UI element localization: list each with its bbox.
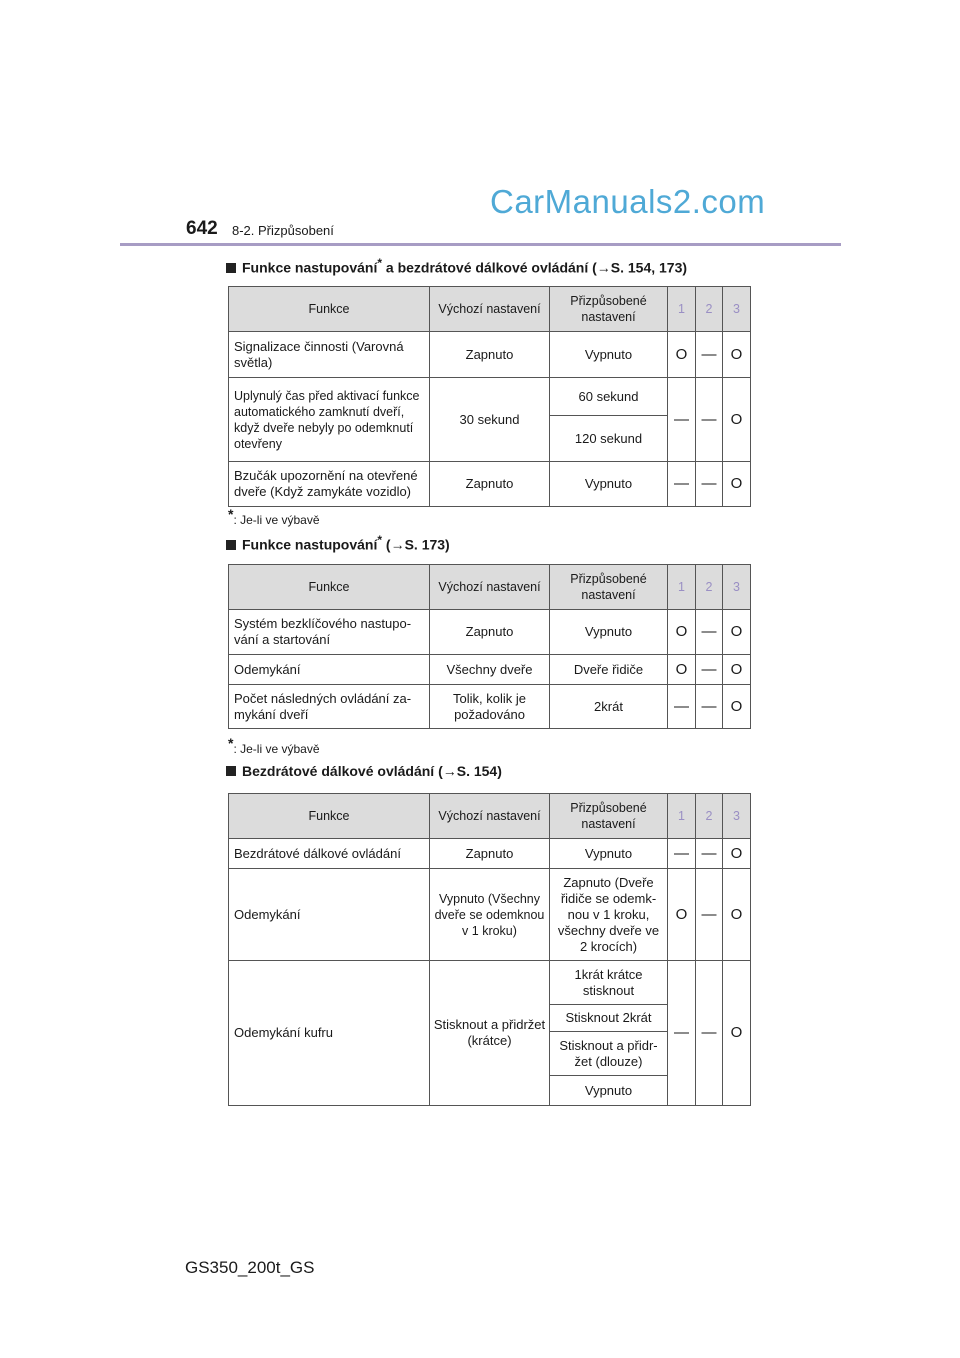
cell-vychozi: Zapnuto bbox=[430, 610, 550, 655]
header-rule bbox=[120, 243, 841, 246]
cell-funkce: Počet následných ovládání za-mykání dveří bbox=[229, 685, 430, 729]
header-prizpusobene: Přizpůsobené nastavení bbox=[550, 287, 668, 332]
footnote-text: : Je-li ve výbavě bbox=[233, 513, 320, 527]
cell-c1: — bbox=[668, 961, 696, 1106]
table-header-row bbox=[229, 794, 751, 839]
watermark: CarManuals2.com bbox=[490, 183, 766, 220]
bullet-square-icon bbox=[226, 766, 236, 776]
cell-prizpusobene: Zapnuto (Dveře řidiče se odemk-nou v 1 kroku, všechny dveře ve 2 krocích) bbox=[550, 869, 668, 961]
cell-c1: — bbox=[668, 378, 696, 462]
cell-funkce: Signalizace činnosti (Varovná světla) bbox=[229, 332, 430, 378]
header-vychozi: Výchozí nastavení bbox=[430, 565, 550, 610]
cell-c3: O bbox=[723, 869, 751, 961]
table-row bbox=[229, 655, 751, 685]
cell-c2: — bbox=[696, 378, 723, 462]
cell-funkce: Bezdrátové dálkové ovládání bbox=[229, 839, 430, 869]
section-title: 8-2. Přizpůsobení bbox=[232, 223, 334, 238]
footer-model-code: GS350_200t_GS bbox=[185, 1258, 315, 1277]
cell-funkce: Odemykání bbox=[229, 655, 430, 685]
cell-funkce: Bzučák upozornění na otevřené dveře (Když zamykáte vozidlo) bbox=[229, 462, 430, 507]
cell-prizpusobene: Vypnuto bbox=[550, 462, 668, 507]
footnote-star: * bbox=[377, 256, 383, 270]
heading-text-ref: (→S. 173) bbox=[382, 536, 450, 553]
cell-prizpusobene: Stisknout 2krát bbox=[550, 1005, 668, 1032]
table-row bbox=[229, 462, 751, 507]
heading-text: Funkce nastupování bbox=[242, 536, 378, 553]
header-vychozi: Výchozí nastavení bbox=[430, 794, 550, 839]
cell-vychozi: Zapnuto bbox=[430, 839, 550, 869]
cell-funkce: Uplynulý čas před aktivací funkce automatického zamknutí dveří, když dveře nebyly po odemknutí otevřeny bbox=[229, 378, 430, 462]
cell-prizpusobene: Dveře řidiče bbox=[550, 655, 668, 685]
cell-prizpusobene: Vypnuto bbox=[550, 332, 668, 378]
cell-c3: O bbox=[723, 610, 751, 655]
cell-c2: — bbox=[696, 462, 723, 507]
header-col-1: 1 bbox=[668, 565, 696, 610]
cell-c1: O bbox=[668, 332, 696, 378]
cell-c1: O bbox=[668, 610, 696, 655]
cell-prizpusobene: 1krát krátce stisknout bbox=[550, 961, 668, 1005]
footnote-section-2 bbox=[228, 735, 320, 756]
header-vychozi: Výchozí nastavení bbox=[430, 287, 550, 332]
heading-section-1 bbox=[226, 256, 687, 276]
table-row bbox=[229, 869, 751, 961]
cell-funkce: Odemykání bbox=[229, 869, 430, 961]
cell-prizpusobene: 120 sekund bbox=[550, 416, 668, 462]
cell-c3: O bbox=[723, 462, 751, 507]
heading-section-3 bbox=[226, 763, 502, 779]
table-section-2 bbox=[228, 564, 751, 729]
cell-c1: O bbox=[668, 869, 696, 961]
bullet-square-icon bbox=[226, 540, 236, 550]
cell-c3: O bbox=[723, 332, 751, 378]
table-row bbox=[229, 685, 751, 729]
header-col-2: 2 bbox=[696, 287, 723, 332]
cell-prizpusobene: Vypnuto bbox=[550, 1076, 668, 1106]
cell-c2: — bbox=[696, 332, 723, 378]
heading-text-ref: a bezdrátové dálkové ovládání (→S. 154, 173) bbox=[382, 259, 688, 276]
header-col-1: 1 bbox=[668, 794, 696, 839]
cell-funkce: Odemykání kufru bbox=[229, 961, 430, 1106]
header-col-3: 3 bbox=[723, 287, 751, 332]
heading-section-2 bbox=[226, 533, 450, 553]
header-col-3: 3 bbox=[723, 565, 751, 610]
cell-c2: — bbox=[696, 961, 723, 1106]
header-col-2: 2 bbox=[696, 794, 723, 839]
table-row bbox=[229, 610, 751, 655]
cell-c2: — bbox=[696, 655, 723, 685]
heading-text: Bezdrátové dálkové ovládání (→S. 154) bbox=[242, 763, 502, 779]
header-col-1: 1 bbox=[668, 287, 696, 332]
cell-vychozi: Zapnuto bbox=[430, 462, 550, 507]
cell-c3: O bbox=[723, 685, 751, 729]
cell-prizpusobene: Vypnuto bbox=[550, 610, 668, 655]
cell-vychozi: Tolik, kolik je požadováno bbox=[430, 685, 550, 729]
cell-c1: — bbox=[668, 685, 696, 729]
header-col-2: 2 bbox=[696, 565, 723, 610]
cell-vychozi: Vypnuto (Všechny dveře se odemknou v 1 kroku) bbox=[430, 869, 550, 961]
cell-c1: O bbox=[668, 655, 696, 685]
page-number: 642 bbox=[186, 218, 218, 239]
footnote-text: : Je-li ve výbavě bbox=[233, 742, 320, 756]
header-funkce: Funkce bbox=[229, 565, 430, 610]
cell-prizpusobene: Stisknout a přidr-žet (dlouze) bbox=[550, 1032, 668, 1076]
cell-vychozi: Stisknout a přidržet (krátce) bbox=[430, 961, 550, 1106]
cell-c3: O bbox=[723, 961, 751, 1106]
footnote-section-1 bbox=[228, 506, 320, 527]
header-prizpusobene: Přizpůsobené nastavení bbox=[550, 794, 668, 839]
footnote-star: * bbox=[228, 735, 234, 751]
table-row bbox=[229, 332, 751, 378]
cell-vychozi: Zapnuto bbox=[430, 332, 550, 378]
cell-prizpusobene: 2krát bbox=[550, 685, 668, 729]
cell-funkce: Systém bezklíčového nastupo-vání a startování bbox=[229, 610, 430, 655]
cell-c1: — bbox=[668, 462, 696, 507]
table-section-1 bbox=[228, 286, 751, 507]
cell-prizpusobene: 60 sekund bbox=[550, 378, 668, 416]
cell-c2: — bbox=[696, 839, 723, 869]
cell-c2: — bbox=[696, 610, 723, 655]
header-funkce: Funkce bbox=[229, 287, 430, 332]
table-row bbox=[229, 378, 751, 416]
footnote-star: * bbox=[228, 506, 234, 522]
cell-c1: — bbox=[668, 839, 696, 869]
cell-vychozi: 30 sekund bbox=[430, 378, 550, 462]
bullet-square-icon bbox=[226, 263, 236, 273]
cell-c3: O bbox=[723, 839, 751, 869]
table-header-row bbox=[229, 287, 751, 332]
cell-prizpusobene: Vypnuto bbox=[550, 839, 668, 869]
heading-text: Funkce nastupování bbox=[242, 259, 378, 276]
table-header-row bbox=[229, 565, 751, 610]
header-col-3: 3 bbox=[723, 794, 751, 839]
cell-c3: O bbox=[723, 378, 751, 462]
header-funkce: Funkce bbox=[229, 794, 430, 839]
footnote-star: * bbox=[377, 533, 383, 547]
cell-c2: — bbox=[696, 685, 723, 729]
table-row bbox=[229, 961, 751, 1005]
table-row bbox=[229, 839, 751, 869]
cell-vychozi: Všechny dveře bbox=[430, 655, 550, 685]
table-section-3 bbox=[228, 793, 751, 1106]
cell-c3: O bbox=[723, 655, 751, 685]
cell-c2: — bbox=[696, 869, 723, 961]
header-prizpusobene: Přizpůsobené nastavení bbox=[550, 565, 668, 610]
